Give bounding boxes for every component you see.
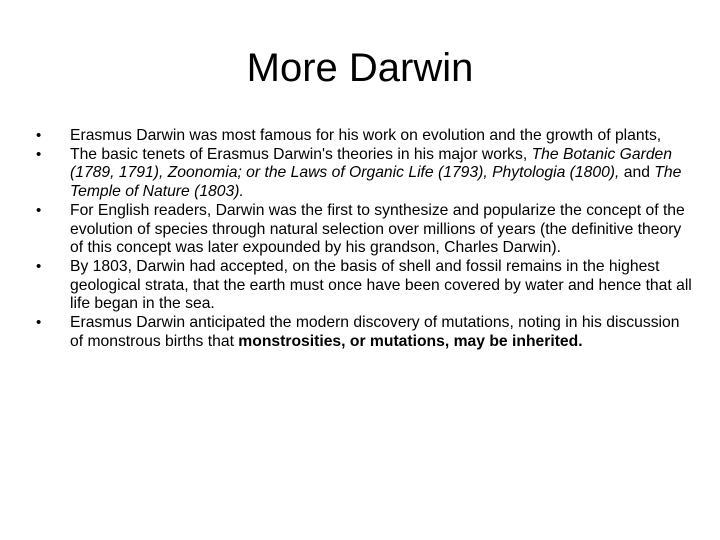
bullet-text xyxy=(70,146,681,200)
bullet-item xyxy=(36,314,696,351)
bullet-text xyxy=(70,127,661,144)
italic-text-segment: The Temple of Nature (1803). xyxy=(70,164,682,201)
bullet-marker: • xyxy=(36,201,42,219)
text-segment: For English readers, Darwin was the first to synthesize and popularize the concept of the evolution of species through natural selection over millions of years (the definitive theory of this concept was later expounded by his grandson, Charles Darwin). xyxy=(70,201,685,257)
text-segment: and xyxy=(619,164,655,182)
bullet-text xyxy=(70,314,680,350)
bold-text-segment: monstrosities, or mutations, may be inherited. xyxy=(238,332,583,350)
italic-text-segment: (1793), Phytologia (1800), xyxy=(438,164,620,182)
bullet-marker: • xyxy=(36,145,42,163)
slide-title: More Darwin xyxy=(246,46,474,90)
text-segment: By 1803, Darwin had accepted, on the basis of shell and fossil remains in the highest geological strata, that the earth must once have been covered by water and hence that all life began in the sea. xyxy=(70,257,692,313)
bullet-item xyxy=(36,202,696,258)
italic-text-segment: The Botanic Garden (1789, 1791), Zoonomia; or the Laws of Organic Life xyxy=(70,145,672,182)
bullet-marker: • xyxy=(36,314,42,332)
bullet-marker: • xyxy=(36,127,42,144)
bullet-item xyxy=(36,127,696,146)
bullet-list xyxy=(36,127,696,351)
text-segment: Erasmus Darwin anticipated the modern discovery of mutations, noting in his discussion of monstrous births that xyxy=(70,314,680,350)
bullet-text xyxy=(70,258,692,312)
text-segment: Erasmus Darwin was most famous for his work on evolution and the growth of plants, xyxy=(70,127,662,144)
bullet-marker: • xyxy=(36,257,42,275)
bullet-item xyxy=(36,258,696,314)
bullet-item xyxy=(36,146,696,202)
text-segment: The basic tenets of Erasmus Darwin's theories in his major works, xyxy=(70,145,532,163)
bullet-text xyxy=(70,202,685,256)
